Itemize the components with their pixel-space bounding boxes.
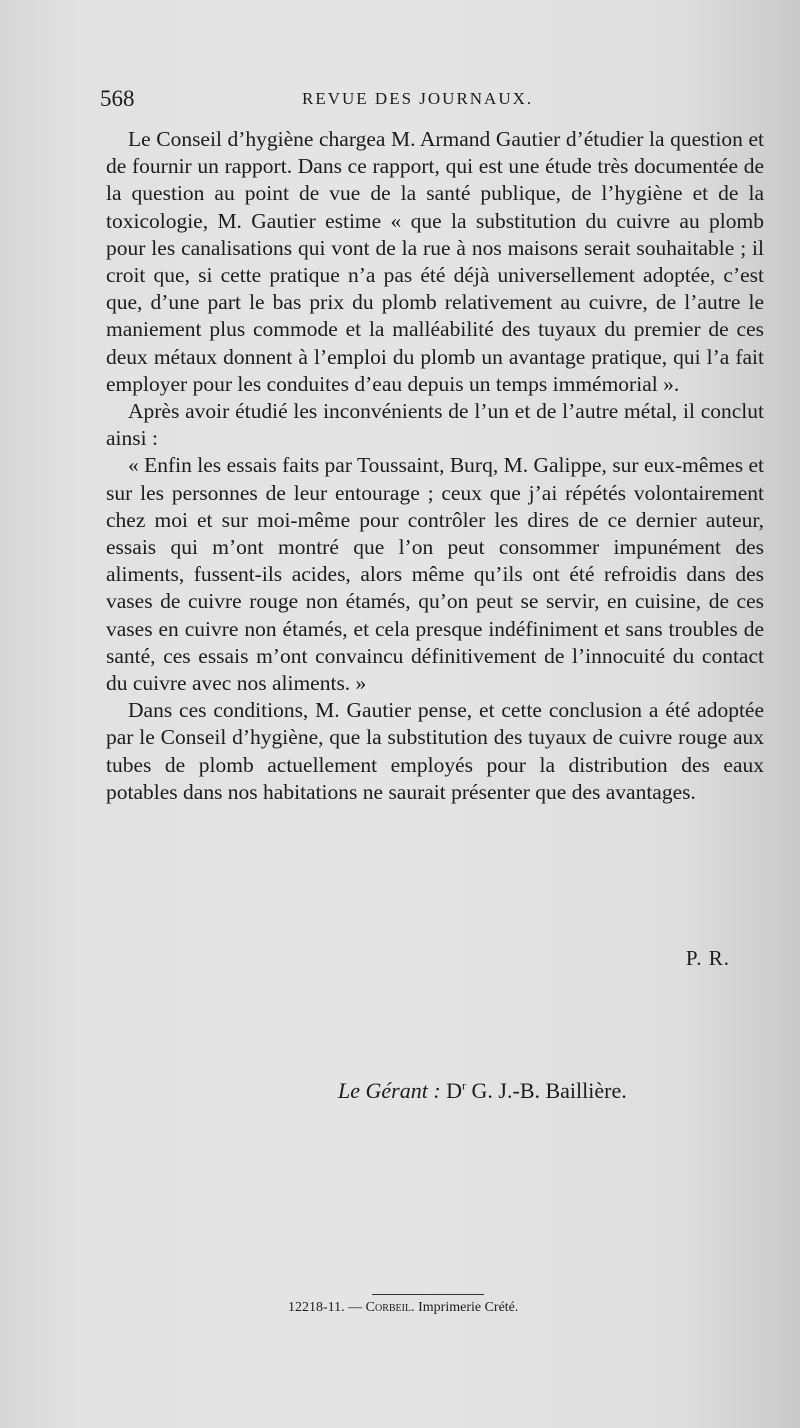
paragraph: Dans ces conditions, M. Gautier pense, et cette conclusion a été adoptée par le Conseil d’hygiène, que la substitution des tuyaux de cuivre rouge aux tubes de plomb actuellement employés pour la distribution des eaux potables dans nos habitations ne saurait présenter que des avantages. xyxy=(106,698,764,804)
gerant-title xyxy=(446,1078,466,1103)
author-signature: P. R. xyxy=(685,946,730,970)
gerant-title-sup: r xyxy=(462,1078,467,1093)
paragraph: Le Conseil d’hygiène chargea M. Armand Gautier d’étudier la question et de fournir un rapport. Dans ce rapport, qui est une étude très documentée de la question au point de vue de la santé publique, de l’hygiène et de la toxicologie, M. Gautier estime « que la substitution du cuivre au plomb pour les canalisations qui vont de la rue à nos maisons serait souhaitable ; il croit que, si cette pratique n’a pas été déjà universellement adoptée, c’est que, d’une part le bas prix du plomb relativement au cuivre, de l’autre le maniement plus commode et la malléabilité des tuyaux du premier de ces deux métaux donnent à l’emploi du plomb un avantage pratique, qui l’a fait employer pour les conduites d’eau depuis un temps immémorial ». xyxy=(106,127,764,396)
paragraph: Après avoir étudié les inconvénients de l’un et de l’autre métal, il conclut ainsi : xyxy=(106,399,764,451)
article-body xyxy=(106,126,764,806)
gerant-name: G. J.-B. Baillière. xyxy=(471,1078,627,1103)
imprint-number: 12218-11. — xyxy=(288,1300,363,1315)
imprint-text: Imprimerie Crété. xyxy=(418,1300,519,1315)
printer-imprint xyxy=(288,1300,518,1316)
imprint-city: Corbeil. xyxy=(365,1300,415,1315)
gerant-line xyxy=(338,1078,627,1104)
running-title: REVUE DES JOURNAUX. xyxy=(302,89,534,108)
gerant-title-d: D xyxy=(446,1078,463,1103)
page-header xyxy=(100,86,700,120)
quoted-paragraph: « Enfin les essais faits par Toussaint, Burq, M. Galippe, sur eux-mêmes et sur les personnes de leur entourage ; ceux que j’ai répétés volontairement chez moi et sur moi-même pour contrôler les dires de ce dernier auteur, essais qui m’ont montré que l’on peut consommer impunément des aliments, fussent-ils acides, alors même qu’ils ont été refroidis dans des vases de cuivre rouge non étamés, qu’on peut se servir, en cuisine, de ces vases en cuivre non étamés, et cela presque indéfiniment et sans troubles de santé, ces essais m’ont convaincu définitivement de l’innocuité du contact du cuivre avec nos aliments. » xyxy=(106,453,764,696)
gerant-label: Le Gérant : xyxy=(338,1078,441,1103)
page-number: 568 xyxy=(100,86,135,111)
footer-rule xyxy=(372,1294,484,1295)
